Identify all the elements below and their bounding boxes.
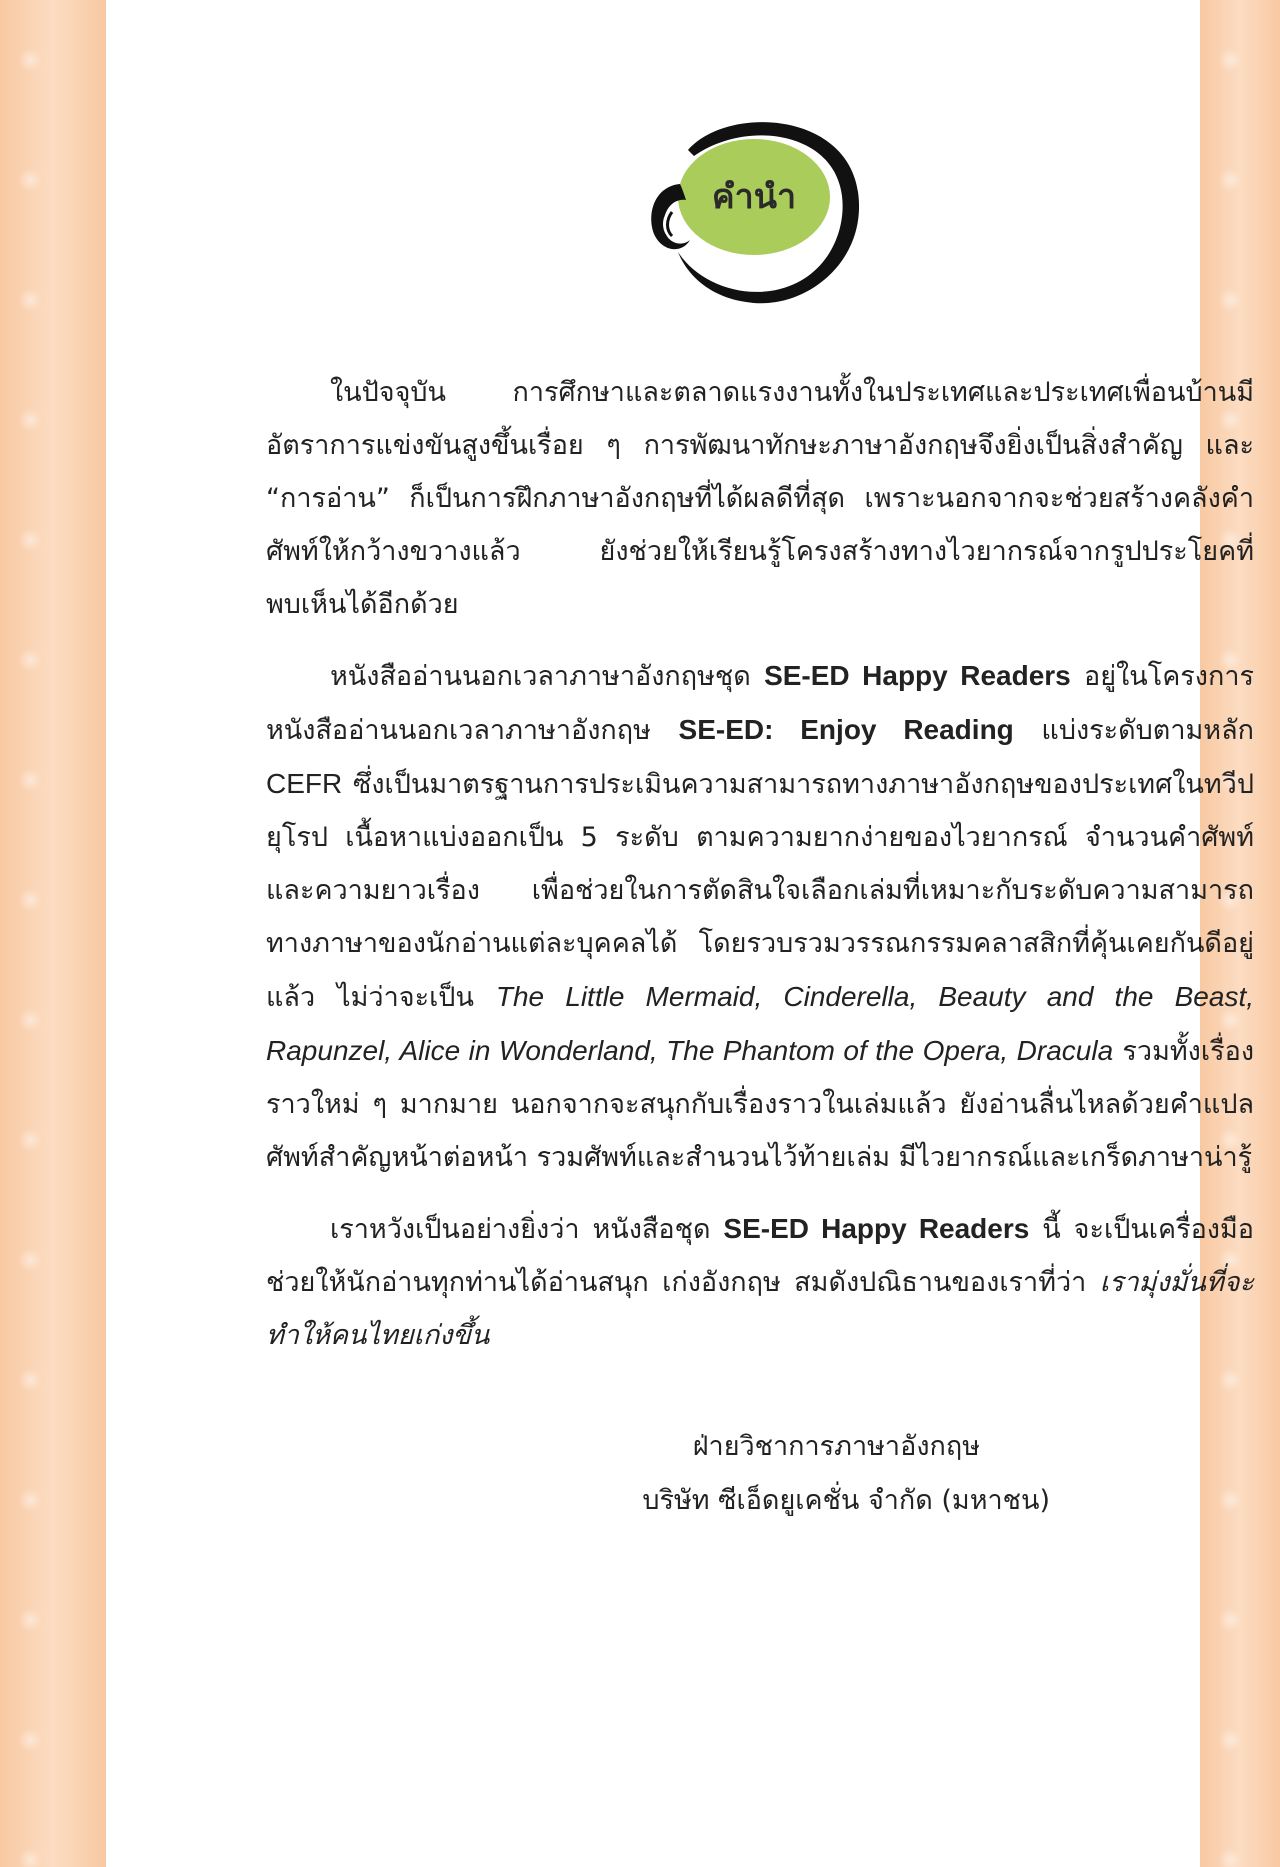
signature-company: บริษัท ซีเอ็ดยูเคชั่น จำกัด (มหาชน) <box>642 1485 1050 1516</box>
p2-text-5: รวมทั้งเรื่องราวใหม่ ๆ มากมาย นอกจากจะสนุกกับเรื่องราวในเล่มแล้ว ยังอ่านลื่นไหลด้วยคำแปลศัพท์สำคัญหน้าต่อหน้า รวมศัพท์และสำนวนไว้ท้ายเล่ม มีไวยากรณ์และเกร็ดภาษาน่ารู้ <box>266 1036 1254 1173</box>
paragraph-1: ในปัจจุบัน การศึกษาและตลาดแรงงานทั้งในประเทศและประเทศเพื่อนบ้านมีอัตราการแข่งขันสูงขึ้นเรื่อย ๆ การพัฒนาทักษะภาษาอังกฤษจึงยิ่งเป็นสิ่งสำคัญ และ “การอ่าน” ก็เป็นการฝึกภาษาอังกฤษที่ได้ผลดีที่สุด เพราะนอกจากจะช่วยสร้างคลังคำศัพท์ให้กว้างขวางแล้ว ยังช่วยให้เรียนรู้โครงสร้างทางไวยากรณ์จากรูปประโยคที่พบเห็นได้อีกด้วย <box>266 377 1254 620</box>
p3-text-2: นี้ จะเป็นเครื่องมือช่วยให้นักอ่านทุกท่านได้อ่านสนุก เก่งอังกฤษ สมดังปณิธานของเราที่ว่า <box>266 1214 1254 1298</box>
project-name: SE-ED: Enjoy Reading <box>678 714 1014 745</box>
paragraph-3 <box>266 1202 1254 1362</box>
left-decorative-border <box>0 0 106 1867</box>
series-name: SE-ED Happy Readers <box>764 660 1071 691</box>
p2-text-3: แบ่งระดับตามหลัก <box>1013 715 1254 746</box>
signature-department: ฝ่ายวิชาการภาษาอังกฤษ <box>692 1431 980 1462</box>
series-name-2: SE-ED Happy Readers <box>723 1213 1030 1244</box>
p2-text-2: อยู่ในโครงการหนังสืออ่านนอกเวลาภาษาอังกฤษ <box>266 661 1254 746</box>
paragraph-2 <box>266 649 1254 1184</box>
p2-text-4: ซึ่งเป็นมาตรฐานการประเมินความสามารถทางภาษาอังกฤษของประเทศในทวีปยุโรป เนื้อหาแบ่งออกเป็น 5 ระดับ ตามความยากง่ายของไวยากรณ์ จำนวนคำศัพท์และความยาวเรื่อง เพื่อช่วยในการตัดสินใจเลือกเล่มที่เหมาะกับระดับความสามารถทางภาษาของนักอ่านแต่ละบุคคลได้ โดยรวบรวมวรรณกรรมคลาสสิกที่คุ้นเคยกันดีอยู่แล้ว ไม่ว่าจะเป็น <box>266 769 1254 1013</box>
p2-text-1: หนังสืออ่านนอกเวลาภาษาอังกฤษชุด <box>330 661 765 692</box>
preface-body <box>266 366 1254 1380</box>
book-titles: The Little Mermaid, Cinderella, Beauty and the Beast, Rapunzel, Alice in Wonderland, The Phantom of the Opera, Dracula <box>266 981 1254 1066</box>
cefr-term: CEFR <box>266 768 343 799</box>
document-page <box>106 0 1254 1867</box>
title-badge <box>636 112 866 312</box>
motto: เรามุ่งมั่นที่จะทำให้คนไทยเก่งขึ้น <box>266 1267 1254 1351</box>
page-title: คำนำ <box>711 177 797 217</box>
p3-text-1: เราหวังเป็นอย่างยิ่งว่า หนังสือชุด <box>330 1214 724 1245</box>
signature-block <box>642 1420 1050 1528</box>
